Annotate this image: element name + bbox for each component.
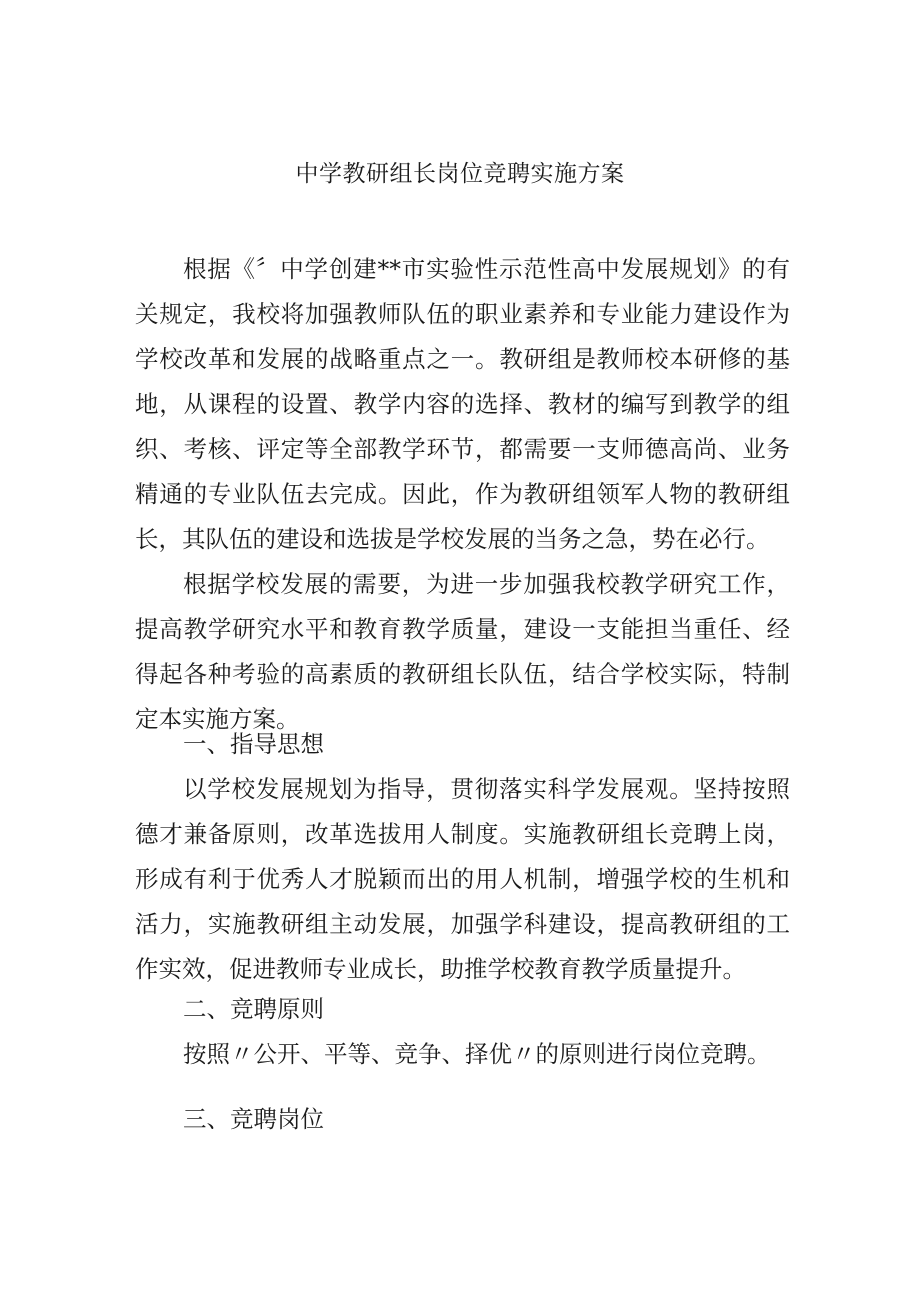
- section-heading-competition-positions: 三、竞聘岗位: [183, 1105, 324, 1133]
- purpose-paragraph: 根据学校发展的需要，为进一步加强我校教学研究工作，提高教学研究水平和教育教学质量，建设一支能担当重任、经得起各种考验的高素质的教研组长队伍，结合学校实际，特制定本实施方案。: [135, 570, 790, 733]
- document-title: 中学教研组长岗位竞聘实施方案: [295, 161, 625, 187]
- section-heading-guiding-ideology: 一、指导思想: [183, 730, 324, 758]
- section-heading-competition-principle: 二、竞聘原则: [183, 995, 324, 1023]
- guiding-ideology-paragraph: 以学校发展规划为指导，贯彻落实科学发展观。坚持按照德才兼备原则，改革选拔用人制度。实施教研组长竞聘上岗，形成有利于优秀人才脱颖而出的用人机制，增强学校的生机和活力，实施教研组主动发展，加强学科建设，提高教研组的工作实效，促进教师专业成长，助推学校教育教学质量提升。: [135, 775, 790, 983]
- competition-principle-paragraph: 按照〃公开、平等、竞争、择优〃的原则进行岗位竞聘。: [183, 1040, 771, 1068]
- intro-paragraph: 根据《〞中学创建**市实验性示范性高中发展规划》的有关规定，我校将加强教师队伍的职业素养和专业能力建设作为学校改革和发展的战略重点之一。教研组是教师校本研修的基地，从课程的设置、教学内容的选择、教材的编写到教学的组织、考核、评定等全部教学环节，都需要一支师德高尚、业务精通的专业队伍去完成。因此，作为教研组领军人物的教研组长，其队伍的建设和选拔是学校发展的当务之急，势在必行。: [135, 255, 790, 553]
